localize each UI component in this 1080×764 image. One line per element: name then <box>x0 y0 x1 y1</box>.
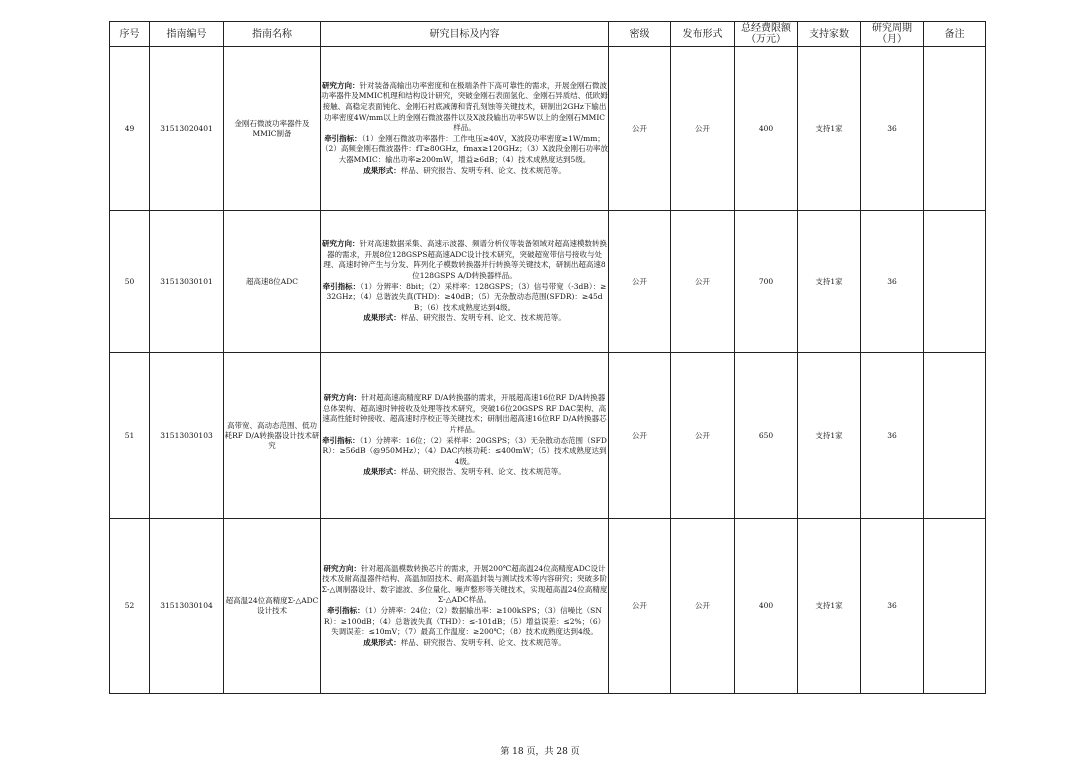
row-content <box>321 519 609 694</box>
row-budget: 400 <box>735 47 798 211</box>
row-publish: 公开 <box>671 47 735 211</box>
header-budget <box>735 22 798 47</box>
row-remark <box>924 47 986 211</box>
row-period: 36 <box>861 211 924 353</box>
result-paragraph <box>321 638 608 649</box>
header-budget-line2: （万元） <box>746 34 786 45</box>
direction-label: 研究方向： <box>322 239 360 249</box>
header-secret: 密级 <box>609 22 671 47</box>
header-support: 支持家数 <box>798 22 861 47</box>
row-no: 49 <box>110 47 150 211</box>
row-remark <box>924 211 986 353</box>
indicator-text: （1）分辨率：8bit；（2）采样率：128GSPS；（3）信号带宽（-3dB）：≥32GHz；（4）总谐波失真(THD)：≥40dB；（5）无杂散动态范围(SFDR)：≥45dB；（6）技术成熟度达到4级。 <box>326 281 607 312</box>
header-name: 指南名称 <box>224 22 321 47</box>
table-row <box>110 519 986 694</box>
result-paragraph <box>321 313 608 324</box>
direction-label: 研究方向： <box>323 563 362 573</box>
row-budget: 700 <box>735 211 798 353</box>
row-no: 51 <box>110 353 150 519</box>
guide-table-sheet <box>109 21 985 694</box>
row-name: 高带宽、高动态范围、低功耗RF D/A转换器设计技术研究 <box>224 353 321 519</box>
row-publish: 公开 <box>671 211 735 353</box>
row-support: 支持1家 <box>798 519 861 694</box>
row-secret: 公开 <box>609 211 671 353</box>
indicator-text: （1）分辨率：24位；（2）数据输出率：≥100kSPS；（3）信噪比（SNR）：≥100dB；（4）总谐波失真（THD）：≤-101dB；（5）增益误差：≤2%；（6）失调误差：≤10mV；（7）最高工作温度：≥200℃；（8）技术成熟度达到4级。 <box>323 606 606 637</box>
row-code: 31513030103 <box>150 353 224 519</box>
guide-table <box>109 21 986 694</box>
row-content <box>321 47 609 211</box>
row-content <box>321 353 609 519</box>
header-remark: 备注 <box>924 22 986 47</box>
result-paragraph <box>321 467 608 478</box>
indicator-label: 牵引指标： <box>322 281 361 291</box>
direction-text: 针对超高温模数转换芯片的需求，开展200℃超高温24位高精度ADC设计技术及耐高温器件结构、高温加固技术、耐高温封装与测试技术等内容研究；突破多阶Σ-△调制器设计、数字滤波、多位量化、噪声整形等关键技术，实现超高温24位高精度Σ-△ADC样品。 <box>321 563 608 605</box>
indicator-paragraph <box>321 282 608 314</box>
row-period: 36 <box>861 47 924 211</box>
result-label: 成果形式： <box>363 165 401 175</box>
header-period <box>861 22 924 47</box>
result-text: 样品、研究报告、发明专利、论文、技术规范等。 <box>400 165 566 175</box>
result-label: 成果形式： <box>363 313 401 323</box>
row-no: 50 <box>110 211 150 353</box>
row-support: 支持1家 <box>798 211 861 353</box>
row-period: 36 <box>861 353 924 519</box>
row-budget: 650 <box>735 353 798 519</box>
row-secret: 公开 <box>609 353 671 519</box>
row-name: 超高速8位ADC <box>224 211 321 353</box>
row-content <box>321 211 609 353</box>
header-code: 指南编号 <box>150 22 224 47</box>
header-budget-line1: 总经费限额 <box>741 23 791 34</box>
direction-label: 研究方向： <box>322 80 360 90</box>
header-period-line1: 研究周期 <box>872 23 912 34</box>
indicator-paragraph <box>321 436 608 468</box>
header-period-line2: （月） <box>877 34 907 45</box>
indicator-label: 牵引指标： <box>327 606 365 615</box>
indicator-label: 牵引指标： <box>322 435 360 445</box>
direction-paragraph <box>321 564 608 606</box>
direction-text: 针对超高速高精度RF D/A转换器的需求，开展超高速16位RF D/A转换器总体架构、超高速时钟接收及处理等技术研究，突破16位20GSPS RF DAC架构、高速高性能时钟接收、超高速时序校正等关键技术；研制出超高速16位RF D/A转换器芯片样品。 <box>322 393 607 434</box>
indicator-paragraph <box>321 134 608 166</box>
result-text: 样品、研究报告、发明专利、论文、技术规范等。 <box>400 313 566 323</box>
row-remark <box>924 353 986 519</box>
direction-paragraph <box>321 81 608 134</box>
row-secret: 公开 <box>609 47 671 211</box>
row-name: 超高温24位高精度Σ-△ADC设计技术 <box>224 519 321 694</box>
row-name: 金刚石微波功率器件及MMIC制备 <box>224 47 321 211</box>
direction-paragraph <box>321 393 608 435</box>
row-code: 31513030104 <box>150 519 224 694</box>
row-publish: 公开 <box>671 353 735 519</box>
row-publish: 公开 <box>671 519 735 694</box>
indicator-paragraph <box>321 606 608 638</box>
result-label: 成果形式： <box>363 467 401 477</box>
direction-label: 研究方向： <box>323 393 362 403</box>
header-row <box>110 22 986 47</box>
row-support: 支持1家 <box>798 47 861 211</box>
row-budget: 400 <box>735 519 798 694</box>
header-content: 研究目标及内容 <box>321 22 609 47</box>
header-publish: 发布形式 <box>671 22 735 47</box>
indicator-label: 牵引指标： <box>324 133 362 143</box>
result-text: 样品、研究报告、发明专利、论文、技术规范等。 <box>400 637 566 647</box>
direction-text: 针对装备高输出功率密度和在极端条件下高可靠性的需求，开展金刚石微波功率器件及MMIC机理和结构设计研究，突破金刚石表面氢化、金刚石异质结、低欧姆接触、高稳定表面钝化、金刚石衬底减薄和背孔刻蚀等关键技术，研制出2GHz下输出功率密度4W/mm以上的金刚石微波器件以及X波段输出功率5W以上的金刚石MMIC样品。 <box>321 80 608 133</box>
row-secret: 公开 <box>609 519 671 694</box>
header-no: 序号 <box>110 22 150 47</box>
row-code: 31513030101 <box>150 211 224 353</box>
indicator-text: （1）金刚石微波功率器件：工作电压≥40V，X波段功率密度≥1W/mm；（2）高频金刚石微波器件：fT≥80GHz，fmax≥120GHz；（3）X波段金刚石功率放大器MMIC：输出功率≥200mW，增益≥6dB；（4）技术成熟度达到5级。 <box>321 133 608 164</box>
result-text: 样品、研究报告、发明专利、论文、技术规范等。 <box>400 467 566 477</box>
result-label: 成果形式： <box>363 637 401 647</box>
table-row <box>110 47 986 211</box>
table-row <box>110 211 986 353</box>
table-row <box>110 353 986 519</box>
row-support: 支持1家 <box>798 353 861 519</box>
row-code: 31513020401 <box>150 47 224 211</box>
result-paragraph <box>321 166 608 177</box>
page-footer: 第 18 页，共 28 页 <box>500 747 580 757</box>
row-remark <box>924 519 986 694</box>
direction-paragraph <box>321 239 608 281</box>
indicator-text: （1）分辨率：16位；（2）采样率：20GSPS；（3）无杂散动态范围（SFDR）：≥56dB（@950MHz）；（4）DAC内核功耗：≤400mW；（5）技术成熟度达到4级。 <box>322 435 607 466</box>
row-no: 52 <box>110 519 150 694</box>
row-period: 36 <box>861 519 924 694</box>
direction-text: 针对高速数据采集、高速示波器、频谱分析仪等装备领域对超高速模数转换器的需求，开展8位128GSPS超高速ADC设计技术研究，突破超宽带信号接收与处理、高速时钟产生与分发、阵列化子模数转换器并行转换等关键技术，研制出超高速8位128GSPS A/D转换器样品。 <box>323 239 607 280</box>
